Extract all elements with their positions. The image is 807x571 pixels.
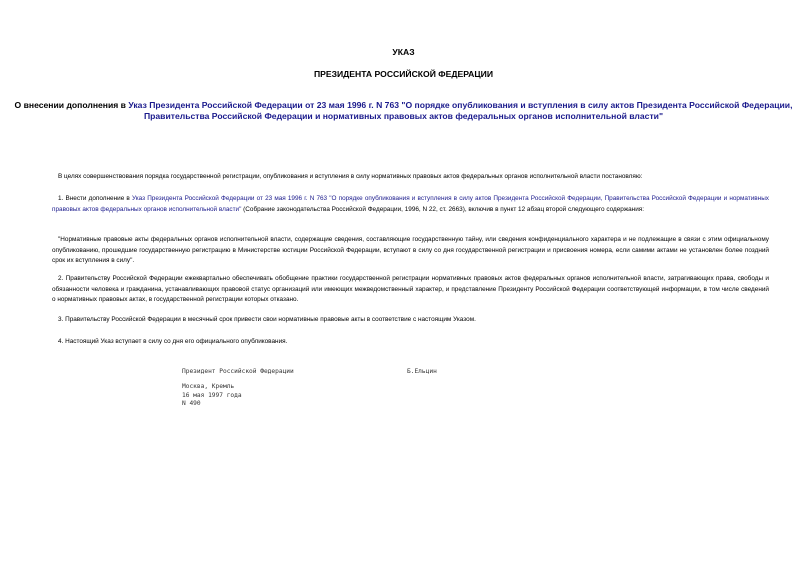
item-1-prefix: 1. Внести дополнение в [58, 195, 132, 202]
item-4-paragraph: 4. Настоящий Указ вступает в силу со дня его официального опубликования. [58, 338, 288, 345]
signatory-title: Президент Российской Федерации [182, 368, 294, 375]
signatory-name: Б.Ельцин [407, 368, 437, 375]
item-1-paragraph [52, 194, 769, 215]
item-1-suffix: (Собрание законодательства Российской Федерации, 1996, N 22, ст. 2663), включив в пункт 12 абзац второй следующего содержания: [241, 205, 645, 213]
subject-decree-link[interactable]: Указ Президента Российской Федерации от 23 мая 1996 г. N 763 "О порядке опубликования и вступления в силу актов Президента Российской Федерации, Правительства Российской Федерации и нормативных правовых актов федеральных органов исполнительной власти" [128, 100, 793, 121]
quote-paragraph: "Нормативные правовые акты федеральных органов исполнительной власти, содержащие сведения, составляющие государственную тайну, или сведения конфиденциального характера и не подлежащие в связи с этим официальному опубликованию, прошедшие государственную регистрацию в Министерстве юстиции Российской Федерации, вступают в силу со дня государственной регистрации и присвоения номера, если самими актами не установлен более поздний срок их вступления в силу". [52, 236, 769, 264]
signing-date: 16 мая 1997 года [182, 391, 242, 399]
preamble-paragraph: В целях совершенствования порядка государственной регистрации, опубликования и вступления в силу нормативных правовых актов федеральных органов исполнительной власти постановляю: [58, 173, 643, 180]
signing-place: Москва, Кремль [182, 383, 235, 390]
item-2-paragraph: 2. Правительству Российской Федерации ежеквартально обеспечивать обобщение практики государственной регистрации нормативных правовых актов федеральных органов исполнительной власти, затрагивающих права, свободы и обязанности человека и гражданина, устанавливающих правовой статус организаций или имеющих межведомственный характер, и представление Президенту Российской Федерации соответствующей информации, в том числе сведений о нормативных правовых актах, в государственной регистрации которых отказано. [52, 275, 769, 303]
document-subject [0, 100, 807, 122]
item-1-decree-link[interactable]: Указ Президента Российской Федерации от 23 мая 1996 г. N 763 "О порядке опубликования и вступления в силу актов Президента Российской Федерации, Правительства Российской Федерации и нормативных правовых актов федеральных органов исполнительной власти" [52, 195, 769, 213]
document-title: УКАЗ [392, 47, 415, 57]
decree-number: N 490 [182, 400, 201, 408]
document-issuer: ПРЕЗИДЕНТА РОССИЙСКОЙ ФЕДЕРАЦИИ [313, 69, 494, 79]
item-3-paragraph: 3. Правительству Российской Федерации в месячный срок привести свои нормативные правовые акты в соответствие с настоящим Указом. [58, 316, 476, 323]
subject-prefix: О внесении дополнения в [14, 100, 129, 110]
